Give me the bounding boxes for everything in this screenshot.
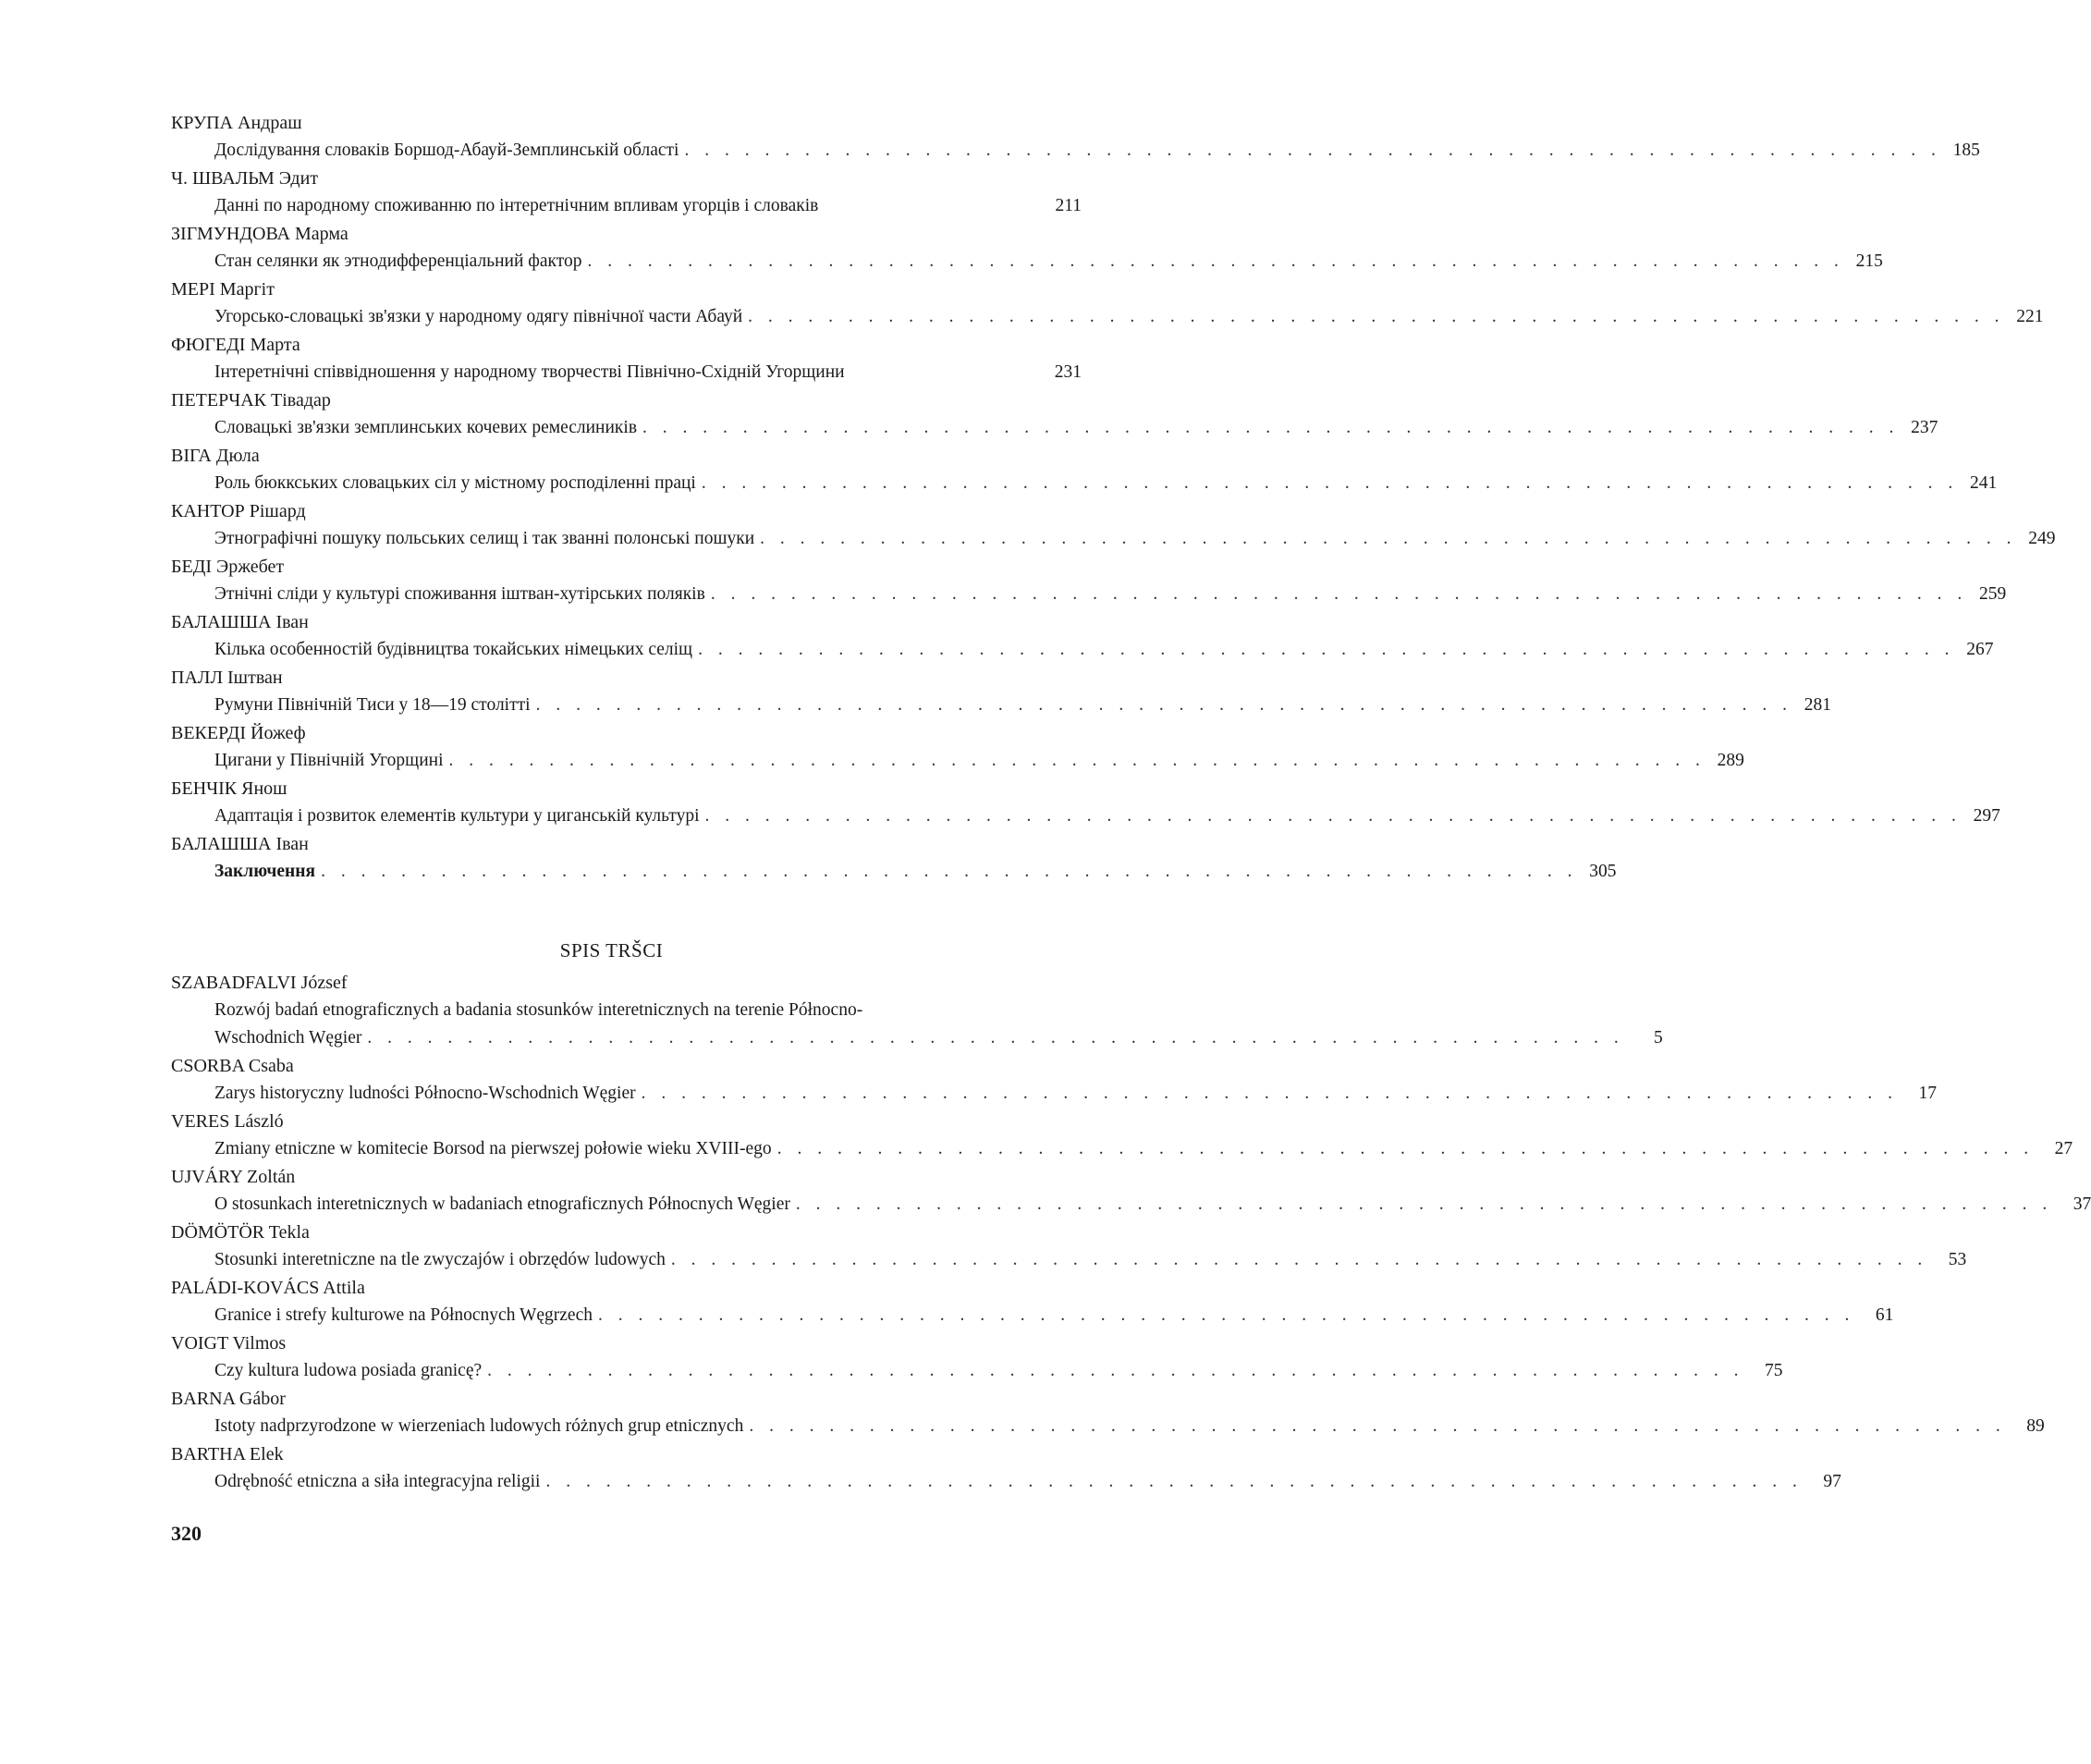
toc-entry [214,1135,2073,1163]
toc-author: VERES László [171,1111,284,1132]
toc-entry-title: Румуни Північній Тиси у 18—19 столітті [214,695,531,715]
toc-entry-title: Данні по народному споживанню по інтеретнічним впливам угорців і словаків [214,196,819,215]
toc-page-number: 215 [1855,251,1883,271]
toc-entry-title: Цигани у Північній Угорщині [214,751,444,770]
toc-entry [214,1191,2091,1219]
toc-page-number: 231 [1054,362,1082,382]
toc-page-number: 281 [1804,695,1831,715]
toc-entry-title: Кілька особенностій будівництва токайських німецьких селіщ [214,640,693,659]
toc-author: BARTHA Elek [171,1444,284,1464]
dot-leader: . . . . . . . . . . . . . . . . . . . . . . . . . . . . . . . . . . . . . . . . . . . . . . . . . . . . . . . . . . . . . . . [487,1361,1744,1380]
toc-entry [214,1246,1967,1274]
dot-leader: . . . . . . . . . . . . . . . . . . . . . . . . . . . . . . . . . . . . . . . . . . . . . . . . . . . . . . . . . . . . . . . [448,751,1706,770]
toc-page-number: 185 [1952,141,1980,160]
dot-leader: . . . . . . . . . . . . . . . . . . . . . . . . . . . . . . . . . . . . . . . . . . . . . . . . . . . . . . . . . . . . . . . [776,1139,2035,1158]
toc-page-number: 89 [2026,1416,2045,1436]
toc-author: БЕДІ Эржебет [171,557,285,577]
toc-page-number: 53 [1948,1250,1967,1269]
toc-author: БАЛАШША Іван [171,612,309,632]
dot-leader: . . . . . . . . . . . . . . . . . . . . . . . . . . . . . . . . . . . . . . . . . . . . . . . . . . . . . . . . . . . . . . . [535,695,1792,715]
toc-page-number: 61 [1875,1305,1894,1325]
toc-entry [214,997,1663,1052]
dot-leader: . . . . . . . . . . . . . . . . . . . . . . . . . . . . . . . . . . . . . . . . . . . . . . . . . . . . . . . . . . . . . . . [710,584,1968,604]
toc-entry-title: O stosunkach interetnicznych w badaniach etnograficznych Północnych Węgier [214,1194,790,1214]
dot-leader: . . . . . . . . . . . . . . . . . . . . . . . . . . . . . . . . . . . . . . . . . . . . . . . . . . . . . . . . . . . . . . . [642,418,1900,437]
toc-entry-title: Словацькі зв'язки земплинських кочевих ремеслиників [214,418,638,437]
toc-entry-title-continued [214,1024,1663,1052]
toc-entry [214,359,1082,386]
dot-leader: . . . . . . . . . . . . . . . . . . . . . . . . . . . . . . . . . . . . . . . . . . . . . . . . . . . . . . . . . . . . . . . [367,1028,1624,1047]
toc-page-number: 267 [1966,640,1994,659]
toc-entry [214,303,2044,331]
section-title: SPIS TRŠCI [559,939,664,962]
toc-author: CSORBA Csaba [171,1056,294,1076]
toc-page-number: 305 [1589,862,1617,881]
toc-entry-title: Zmiany etniczne w komitecie Borsod na pierwszej połowie wieku XVIII-ego [214,1139,772,1158]
toc-entry [214,470,1998,497]
toc-entry [214,636,1994,664]
toc-author: BARNA Gábor [171,1389,286,1409]
toc-author: МЕРІ Маргіт [171,279,275,300]
toc-author: VOIGT Vilmos [171,1333,287,1354]
toc-author: КАНТОР Рішард [171,501,306,521]
dot-leader: . . . . . . . . . . . . . . . . . . . . . . . . . . . . . . . . . . . . . . . . . . . . . . . . . . . . . . . . . . . . . . . [760,529,2017,548]
toc-author: UJVÁRY Zoltán [171,1167,296,1187]
toc-entry [214,414,1938,442]
dot-leader: . . . . . . . . . . . . . . . . . . . . . . . . . . . . . . . . . . . . . . . . . . . . . . . . . . . . . . . . . . . . . . . [587,251,1844,271]
toc-page-number: 237 [1911,418,1938,437]
dot-leader: . . . . . . . . . . . . . . . . . . . . . . . . . . . . . . . . . . . . . . . . . . . . . . . . . . . . . . . . . . . . . . . [795,1194,2053,1214]
toc-page-number: 221 [2016,307,2044,326]
toc-entry-title: Istoty nadprzyrodzone w wierzeniach ludowych różnych grup etnicznych [214,1416,744,1436]
toc-author: ФЮГЕДІ Марта [171,335,300,355]
toc-entry-title: Дослідування словаків Боршод-Абауй-Земплинській області [214,141,679,160]
toc-page-number: 37 [2073,1194,2091,1214]
page-number: 320 [171,1522,202,1545]
toc-entry [214,581,2007,608]
toc-entry [214,692,1831,719]
toc-entry-title: Granice i strefy kulturowe na Północnych Węgrzech [214,1305,593,1325]
toc-entry-title: Rozwój badań etnograficznych a badania stosunków interetnicznych na terenie Północno- [214,1000,863,1020]
toc-page-number: 297 [1973,806,2000,826]
toc-entry-title: Угорсько-словацькі зв'язки у народному одягу північної части Абауй [214,307,743,326]
dot-leader: . . . . . . . . . . . . . . . . . . . . . . . . . . . . . . . . . . . . . . . . . . . . . . . . . . . . . . . . . . . . . . . [701,473,1959,493]
toc-author: ВІГА Дюла [171,446,260,466]
dot-leader: . . . . . . . . . . . . . . . . . . . . . . . . . . . . . . . . . . . . . . . . . . . . . . . . . . . . . . . . . . . . . . . [704,806,1962,826]
toc-entry-title: Stosunki interetniczne na tle zwyczajów i obrzędów ludowych [214,1250,666,1269]
toc-author: SZABADFALVI József [171,973,348,993]
toc-author: Ч. ШВАЛЬМ Эдит [171,168,319,189]
toc-entry-title: Адаптація і розвиток елементів культури у циганській культурі [214,806,700,826]
toc-entry [214,858,1617,886]
toc-entry [214,137,1980,165]
dot-leader: . . . . . . . . . . . . . . . . . . . . . . . . . . . . . . . . . . . . . . . . . . . . . . . . . . . . . . . . . . . . . . . [545,1472,1803,1491]
toc-entry [214,1468,1841,1496]
toc-page-number: 211 [1055,196,1082,215]
toc-page-number: 27 [2054,1139,2073,1158]
toc-author: ЗІГМУНДОВА Марма [171,224,348,244]
toc-entry-title: Zarys historyczny ludności Północno-Wschodnich Węgier [214,1084,636,1103]
toc-entry-title: Wschodnich Węgier [214,1028,362,1047]
toc-entry-title: Інтеретнічні співвідношення у народному творчестві Північно-Східній Угорщини [214,362,845,382]
toc-entry [214,1302,1894,1329]
toc-page-number: 259 [1978,584,2007,604]
toc-page-number: 17 [1918,1084,1937,1103]
toc-entry [214,248,1883,276]
toc-page-number: 75 [1765,1361,1783,1380]
toc-author: БАЛАШША Іван [171,834,309,854]
toc-author: DÖMÖTÖR Tekla [171,1222,310,1243]
toc-entry [214,525,2056,553]
dot-leader: . . . . . . . . . . . . . . . . . . . . . . . . . . . . . . . . . . . . . . . . . . . . . . . . . . . . . . . . . . . . . . . [749,1416,2006,1436]
toc-author: КРУПА Андраш [171,113,302,133]
toc-entry-title: Этнічні сліди у культурі споживання іштван-хутірських поляків [214,584,705,604]
toc-entry-title: Odrębność etniczna a siła integracyjna religii [214,1472,541,1491]
dot-leader: . . . . . . . . . . . . . . . . . . . . . . . . . . . . . . . . . . . . . . . . . . . . . . . . . . . . . . . . . . . . . . . [670,1250,1928,1269]
toc-entry-title: Стан селянки як этнодифференціальний фактор [214,251,582,271]
dot-leader: . . . . . . . . . . . . . . . . . . . . . . . . . . . . . . . . . . . . . . . . . . . . . . . . . . . . . . . . . . . . . . . [748,307,2005,326]
toc-page-number: 5 [1654,1028,1663,1047]
toc-entry [214,802,2000,830]
toc-page-number: 289 [1717,751,1744,770]
toc-page-number: 97 [1823,1472,1841,1491]
toc-entry-title: Czy kultura ludowa posiada granicę? [214,1361,483,1380]
dot-leader: . . . . . . . . . . . . . . . . . . . . . . . . . . . . . . . . . . . . . . . . . . . . . . . . . . . . . . . . . . . . . . . [321,862,1578,881]
dot-leader: . . . . . . . . . . . . . . . . . . . . . . . . . . . . . . . . . . . . . . . . . . . . . . . . . . . . . . . . . . . . . . . [698,640,1955,659]
toc-entry-title: Этнографічні пошуку польських селищ і так званні полонські пошуки [214,529,755,548]
toc-polish [171,969,2091,1496]
toc-author: БЕНЧІК Янош [171,778,287,799]
toc-entry-title: Роль бюккських словацьких сіл у містному росподіленні праці [214,473,696,493]
toc-entry [214,1080,1937,1108]
toc-entry [214,192,1082,220]
toc-page-number: 249 [2028,529,2056,548]
dot-leader: . . . . . . . . . . . . . . . . . . . . . . . . . . . . . . . . . . . . . . . . . . . . . . . . . . . . . . . . . . . . . . . [641,1084,1898,1103]
toc-author: ПЕТЕРЧАК Тівадар [171,390,331,410]
toc-entry-title: Заключення [214,862,316,881]
toc-entry [214,1413,2045,1440]
toc-author: ПАЛЛ Іштван [171,668,283,688]
toc-author: ВЕКЕРДІ Йожеф [171,723,306,743]
dot-leader: . . . . . . . . . . . . . . . . . . . . . . . . . . . . . . . . . . . . . . . . . . . . . . . . . . . . . . . . . . . . . . . [598,1305,1855,1325]
toc-entry [214,1357,1783,1385]
toc-ukrainian [171,109,2056,886]
toc-entry [214,747,1744,775]
toc-author: PALÁDI-KOVÁCS Attila [171,1278,365,1298]
toc-page-number: 241 [1969,473,1998,493]
dot-leader: . . . . . . . . . . . . . . . . . . . . . . . . . . . . . . . . . . . . . . . . . . . . . . . . . . . . . . . . . . . . . . . [684,141,1941,160]
